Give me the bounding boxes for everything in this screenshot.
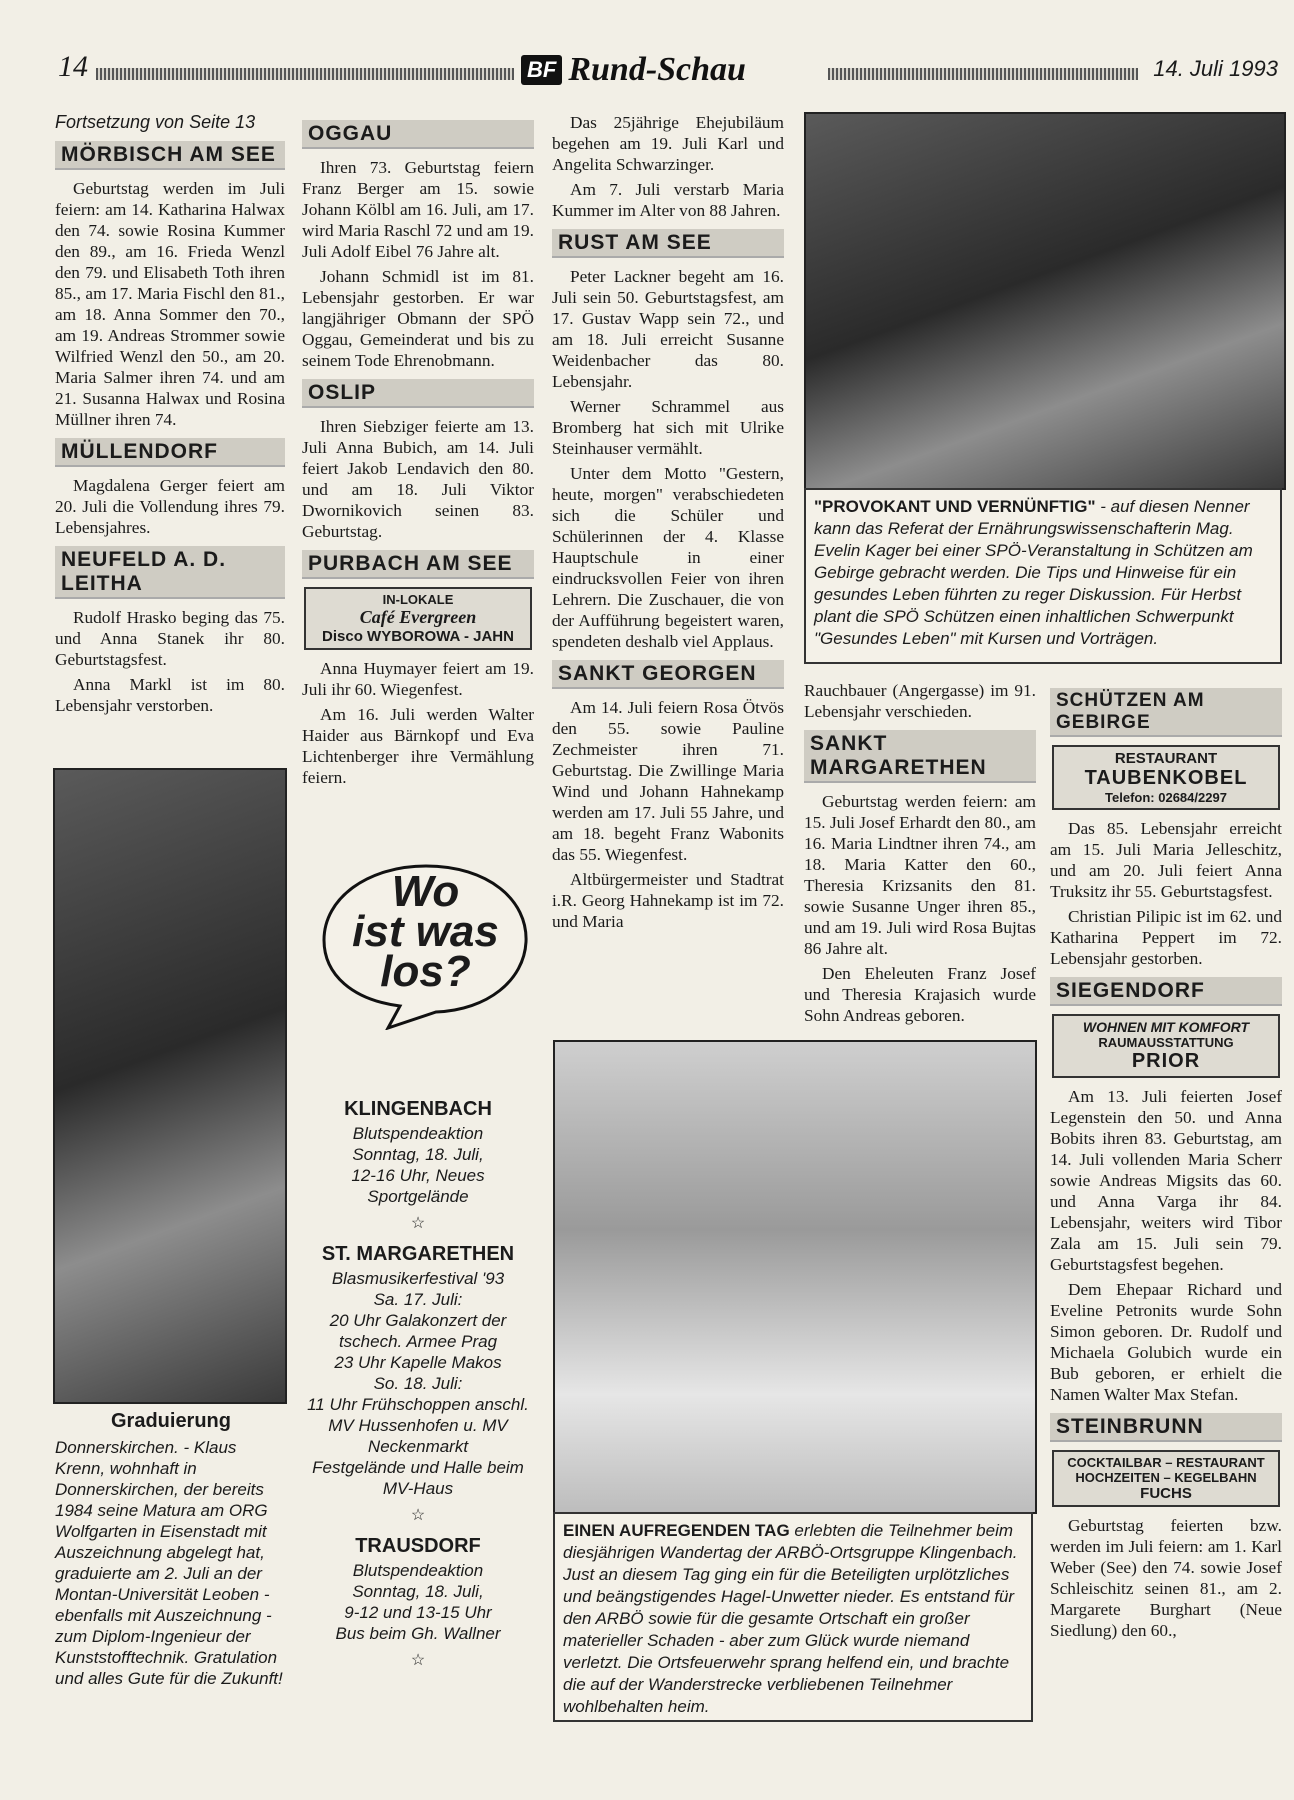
paragraph: Werner Schrammel aus Bromberg hat sich mit Ulrike Steinhauser vermählt. xyxy=(552,397,784,458)
photo-caption-bottom xyxy=(553,1512,1033,1722)
caption-title: Graduierung xyxy=(110,1410,231,1432)
bubble-line: ist was xyxy=(352,907,499,956)
page-header xyxy=(58,50,1278,90)
wo-ist-was-los-bubble xyxy=(318,860,533,1030)
star-icon: ☆ xyxy=(410,1652,426,1669)
ad-in-lokale xyxy=(304,587,532,650)
star-icon: ☆ xyxy=(410,1507,426,1524)
paragraph: Geburtstag werden feiern: am 15. Juli Josef Erhardt den 80., am 16. Maria Lindtner ihren 74., am 18. Maria Katter den 60., Theresia Krizsanits den 81. sowie Susanne Unger ihren 85., und am 19. Juli wird Rosa Bujtas 86 Jahre alt. xyxy=(804,792,1036,958)
paragraph: Peter Lackner begeht am 16. Juli sein 50. Geburtstagsfest, am 17. Gustav Wapp sein 72., und am 18. Juli erreicht Susanne Weidenbacher das 80. Lebensjahr. xyxy=(552,267,784,391)
event-line: So. 18. Juli: xyxy=(373,1374,463,1393)
logo-title: Rund-Schau xyxy=(568,51,746,88)
graduation-caption xyxy=(55,1410,287,1689)
paragraph: Anna Huymayer feiert am 19. Juli ihr 60. Wiegenfest. xyxy=(302,659,534,699)
paragraph: Altbürgermeister und Stadtrat i.R. Georg Hahnekamp ist im 72. und Maria xyxy=(552,870,784,931)
column-1 xyxy=(55,112,285,720)
paragraph: Magdalena Gerger feiert am 20. Juli die Vollendung ihres 79. Lebensjahres. xyxy=(55,476,285,537)
paragraph: Dem Ehepaar Richard und Eveline Petronits wurde Sohn Simon geboren. Dr. Rudolf und Michaela Golubich wurde ein Bub geboren, er erhielt die Namen Walter Max Stefan. xyxy=(1050,1280,1282,1404)
caption-text: erlebten die Teilnehmer beim diesjährigen Wandertag der ARBÖ-Ortsgruppe Klingenbach. Just an diesem Tag ging ein für die Beteiligten urplötzliches und beängstigendes Hagel-Unwetter nieder. Es entstand für den ARBÖ sowie für die gesamte Ortschaft ein großer materieller Schaden - aber zum Glück wurde niemand verletzt. Die Ortsfeuerwehr sprang helfend ein, und brachte die auf der Wanderstrecke verbliebenen Teilnehmer wohlbehalten heim. xyxy=(563,1521,1018,1716)
ad-line: COCKTAILBAR – RESTAURANT xyxy=(1067,1455,1265,1470)
ad-line: WOHNEN MIT KOMFORT xyxy=(1082,1019,1250,1035)
paragraph: Johann Schmidl ist im 81. Lebensjahr gestorben. Er war langjähriger Obmann der SPÖ Oggau, Gemeinderat und bis zu seinem Tode Ehrenobmann. xyxy=(302,267,534,370)
column-2 xyxy=(302,112,534,792)
section-title-moerbisch: MÖRBISCH AM SEE xyxy=(55,141,285,170)
paragraph: Am 13. Juli feierten Josef Legenstein den 50. und Anna Bobits ihren 83. Geburtstag, am 14. Juli vollenden Maria Scherr sowie Andreas Migsits das 60. und Anna Varga ihr 84. Lebensjahr, weiters wird Tibor Zala am 15. Juli sein 79. Geburtstagsfest begehen. xyxy=(1050,1087,1282,1274)
ad-line: Disco WYBOROWA - JAHN xyxy=(322,628,514,645)
ad-line: PRIOR xyxy=(1131,1050,1201,1072)
caption-title: "PROVOKANT UND VERNÜNFTIG" xyxy=(814,497,1096,516)
paragraph: Geburtstag feierten bzw. werden im Juli feiern: am 1. Karl Weber (See) den 74. sowie Josef Schleischitz seinen 81., am 2. Margarete Burghart (Neue Siedlung) den 60., xyxy=(1050,1516,1282,1640)
bubble-text xyxy=(318,860,533,996)
event-line: Festgelände und Halle beim MV-Haus xyxy=(312,1458,524,1498)
paragraph: Am 16. Juli werden Walter Haider aus Bärnkopf und Eva Lichtenberger ihre Vermählung feiern. xyxy=(302,705,534,787)
event-line: Sonntag, 18. Juli, xyxy=(352,1582,484,1601)
paragraph: Rudolf Hrasko beging das 75. und Anna Stanek ihr 80. Geburtstagsfest. xyxy=(55,608,285,669)
ad-line: RESTAURANT xyxy=(1114,750,1218,767)
publication-logo xyxy=(521,50,746,90)
paragraph: Christian Pilipic ist im 62. und Katharina Peppert im 72. Lebensjahr gestorben. xyxy=(1050,907,1282,968)
ad-line: FUCHS xyxy=(1140,1485,1192,1502)
header-rule-left xyxy=(96,68,514,80)
continuation-note: Fortsetzung von Seite 13 xyxy=(55,112,256,132)
logo-bf: BF xyxy=(521,55,562,85)
star-icon: ☆ xyxy=(410,1215,426,1232)
ad-line: HOCHZEITEN – KEGELBAHN xyxy=(1075,1470,1257,1485)
caption-title: EINEN AUFREGENDEN TAG xyxy=(563,1521,790,1540)
ad-line: TAUBENKOBEL xyxy=(1084,767,1248,789)
ad-line: IN-LOKALE xyxy=(382,592,454,607)
section-title-rust: RUST AM SEE xyxy=(552,229,784,258)
column-5 xyxy=(1050,680,1282,1645)
paragraph: Geburtstag werden im Juli feiern: am 14. Katharina Halwax den 74. sowie Rosina Kummer den 89., am 16. Frieda Wenzl den 79. und Elisabeth Toth ihren 85., am 17. Maria Fischl den 81., am 18. Anna Sommer den 70., am 19. Andreas Strommer sowie Wilfried Wenzl den 50., am 20. Maria Salmer ihren 74. und am 21. Susanna Halwax und Rosina Müllner ihren 74. xyxy=(55,179,285,429)
spoe-event-photo xyxy=(804,112,1286,490)
section-title-schuetzen: SCHÜTZEN AM GEBIRGE xyxy=(1050,688,1282,737)
column-3 xyxy=(552,112,784,936)
header-rule-right xyxy=(828,68,1138,80)
event-line: Blasmusikerfestival '93 xyxy=(331,1269,505,1288)
event-line: 12-16 Uhr, Neues Sportgelände xyxy=(351,1166,485,1206)
event-line: Sonntag, 18. Juli, xyxy=(352,1145,484,1164)
section-title-sankt-margarethen: SANKT MARGARETHEN xyxy=(804,730,1036,783)
bubble-line: Wo xyxy=(391,867,460,916)
paragraph: Unter dem Motto "Gestern, heute, morgen" verabschiedeten sich die Schüler und Schülerinnen der 4. Klasse Hauptschule in einer eindrucksvollen Feier von ihren Lehrern. Die Zuschauer, die von der Aufführung begeistert waren, spendeten deshalb viel Applaus. xyxy=(552,464,784,651)
event-line: Bus beim Gh. Wallner xyxy=(335,1624,501,1643)
ad-fuchs xyxy=(1052,1450,1280,1507)
paragraph: Am 7. Juli verstarb Maria Kummer im Alter von 88 Jahren. xyxy=(552,180,784,220)
event-line: Blutspendeaktion xyxy=(352,1124,484,1143)
paragraph: Ihren Siebziger feierte am 13. Juli Anna Bubich, am 14. Juli feiert Jakob Lendavich den 80. und am 18. Juli Viktor Dwornikovich seinen 83. Geburtstag. xyxy=(302,417,534,541)
section-title-oslip: OSLIP xyxy=(302,379,534,408)
caption-text: - auf diesen Nenner kann das Referat der Ernährungswissenschafterin Mag. Evelin Kager bei einer SPÖ-Veranstaltung in Schützen am Gebirge gebracht werden. Die Tips und Hinweise für ein gesundes Leben führten zu reger Diskussion. Für Herbst plant die SPÖ Schützen einen inhaltlichen Schwerpunkt "Gesundes Leben" mit Kursen und Vorträgen. xyxy=(814,497,1253,648)
paragraph: Das 25jährige Ehejubiläum begehen am 19. Juli Karl und Angelita Schwarzinger. xyxy=(552,113,784,174)
event-line: Blutspendeaktion xyxy=(352,1561,484,1580)
ad-line: Café Evergreen xyxy=(359,607,477,627)
section-title-neufeld: NEUFELD A. D. LEITHA xyxy=(55,546,285,599)
section-title-siegendorf: SIEGENDORF xyxy=(1050,977,1282,1006)
section-title-sankt-georgen: SANKT GEORGEN xyxy=(552,660,784,689)
paragraph: Ihren 73. Geburtstag feiern Franz Berger am 15. sowie Johann Kölbl am 16. Juli, am 17. wird Maria Raschl 72 und am 19. Juli Adolf Eibel 76 Jahre alt. xyxy=(302,158,534,261)
event-line: 11 Uhr Frühschoppen anschl. MV Hussenhofen u. MV Neckenmarkt xyxy=(307,1395,529,1456)
paragraph: Das 85. Lebensjahr erreicht am 15. Juli Maria Jelleschitz, und am 20. Juli feiert Anna Truksitz ihr 55. Geburtstagsfest. xyxy=(1050,819,1282,901)
graduate-photo xyxy=(53,768,287,1404)
wandertag-group-photo xyxy=(553,1040,1037,1514)
events-list xyxy=(300,1088,536,1676)
paragraph: Rauchbauer (Angergasse) im 91. Lebensjahr verschieden. xyxy=(804,681,1036,721)
bubble-line: los? xyxy=(380,947,471,996)
section-title-steinbrunn: STEINBRUNN xyxy=(1050,1413,1282,1442)
ad-line: Telefon: 02684/2297 xyxy=(1105,790,1227,805)
event-line: 20 Uhr Galakonzert der tschech. Armee Prag xyxy=(329,1311,507,1351)
issue-date: 14. Juli 1993 xyxy=(1153,56,1278,81)
paragraph: Den Eheleuten Franz Josef und Theresia Krajasich wurde Sohn Andreas geboren. xyxy=(804,964,1036,1025)
section-title-oggau: OGGAU xyxy=(302,120,534,149)
ad-prior xyxy=(1052,1014,1280,1078)
section-title-muellendorf: MÜLLENDORF xyxy=(55,438,285,467)
photo-caption-top xyxy=(804,488,1282,664)
section-title-purbach: PURBACH AM SEE xyxy=(302,550,534,579)
column-4 xyxy=(804,680,1036,1030)
paragraph: Anna Markl ist im 80. Lebensjahr verstorben. xyxy=(55,675,285,715)
caption-text: Donnerskirchen. - Klaus Krenn, wohnhaft in Donnerskirchen, der bereits 1984 seine Matura am ORG Wolfgarten in Eisenstadt mit Auszeichnung abgelegt hat, graduierte am 2. Juli an der Montan-Universität Leoben - ebenfalls mit Auszeichnung - zum Diplom-Ingenieur der Kunststofftechnik. Gratulation und alles Gute für die Zukunft! xyxy=(55,1438,283,1688)
event-line: 9-12 und 13-15 Uhr xyxy=(344,1603,492,1622)
event-town: ST. MARGARETHEN xyxy=(321,1243,515,1265)
event-line: Sa. 17. Juli: xyxy=(373,1290,463,1309)
event-town: TRAUSDORF xyxy=(355,1535,481,1557)
paragraph: Am 14. Juli feiern Rosa Ötvös den 55. sowie Pauline Zechmeister ihren 71. Geburtstag. Die Zwillinge Maria Wind und Johann Hahnekamp werden am 17. Juli 55 Jahre, und am 18. begeht Franz Wabonits das 55. Wiegenfest. xyxy=(552,698,784,864)
ad-taubenkobel xyxy=(1052,745,1280,810)
event-town: KLINGENBACH xyxy=(344,1098,492,1120)
ad-line: RAUMAUSSTATTUNG xyxy=(1098,1035,1234,1050)
page-number: 14 xyxy=(58,50,88,83)
event-line: 23 Uhr Kapelle Makos xyxy=(334,1353,502,1372)
